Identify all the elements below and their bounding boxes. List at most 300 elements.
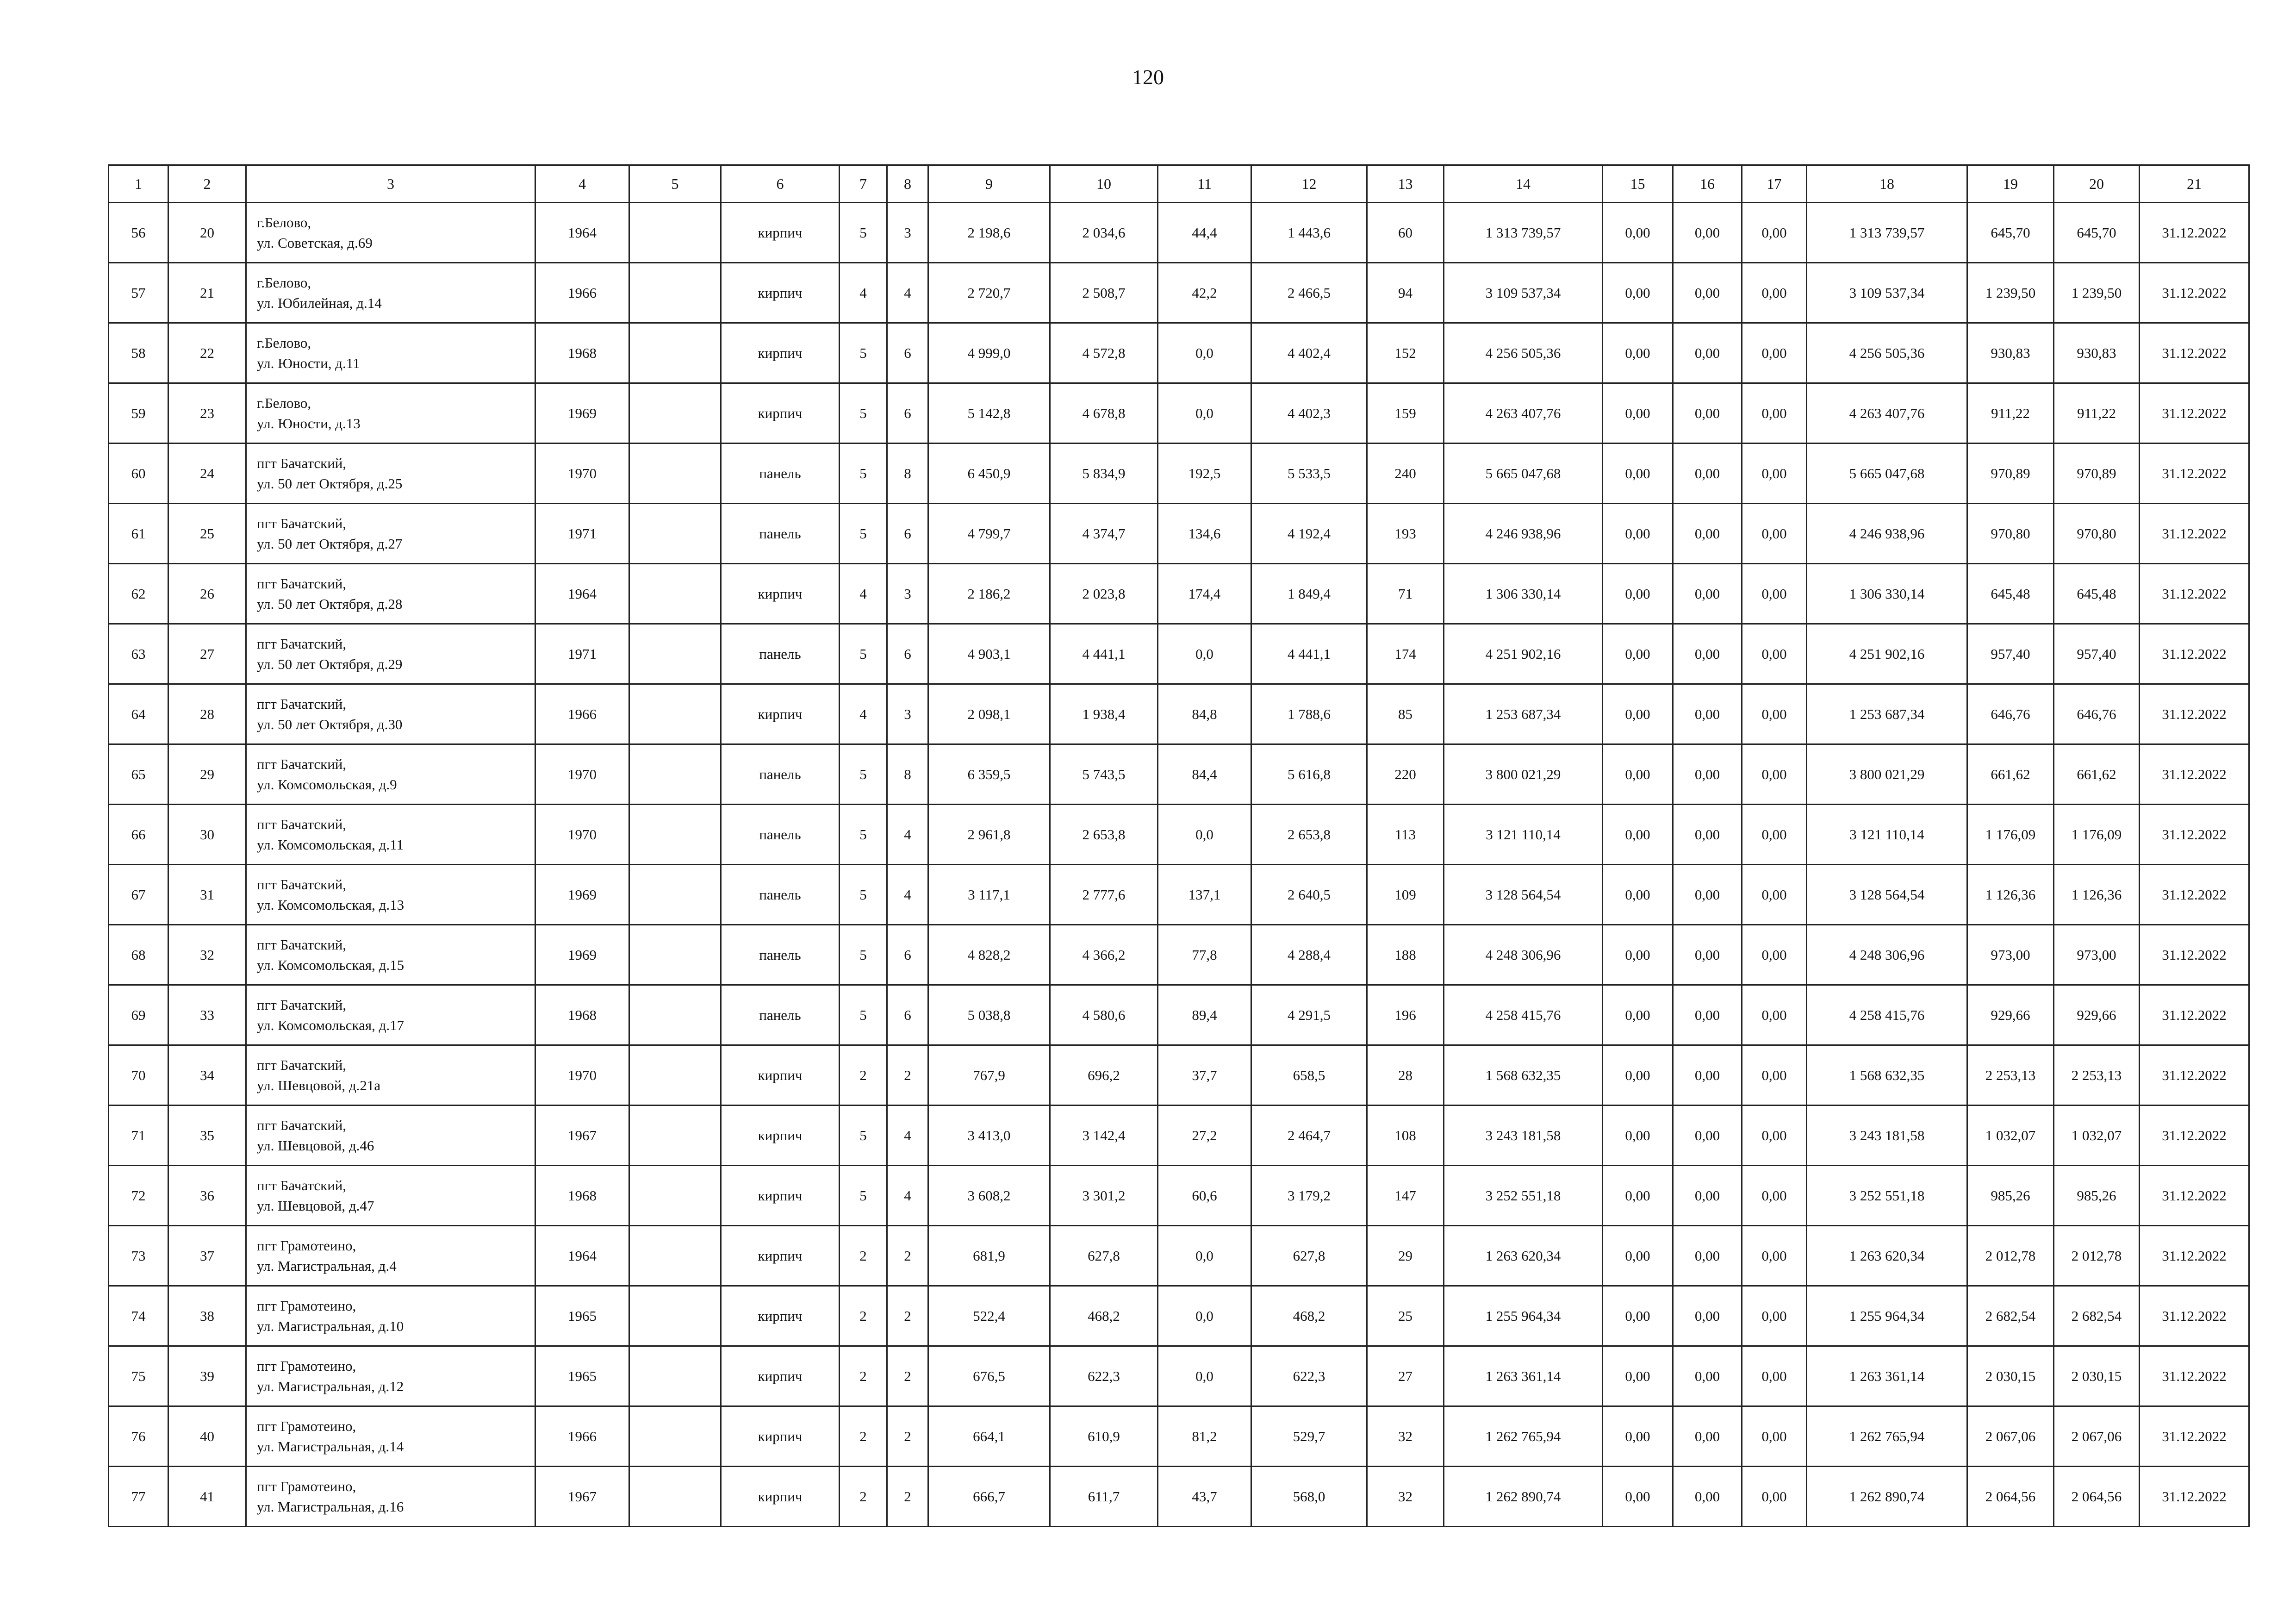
table-cell: 973,00 <box>1967 925 2054 985</box>
table-cell: панель <box>721 504 840 564</box>
table-cell: 3 121 110,14 <box>1807 805 1967 865</box>
table-cell: 0,00 <box>1673 1467 1742 1527</box>
table-cell: 60,6 <box>1158 1166 1251 1226</box>
table-cell: 2 012,78 <box>1967 1226 2054 1286</box>
table-cell: 4 <box>887 263 928 323</box>
table-cell: 31.12.2022 <box>2140 323 2249 383</box>
table-cell: 1 239,50 <box>1967 263 2054 323</box>
table-cell: 1 032,07 <box>1967 1106 2054 1166</box>
table-cell: 66 <box>109 805 168 865</box>
table-cell: 5 <box>840 1106 887 1166</box>
table-cell: кирпич <box>721 1286 840 1346</box>
table-cell: 0,00 <box>1742 684 1807 744</box>
column-header: 5 <box>629 165 721 203</box>
table-cell: 0,00 <box>1742 323 1807 383</box>
table-cell <box>629 1346 721 1406</box>
table-cell: 23 <box>168 383 246 443</box>
table-cell: 0,0 <box>1158 383 1251 443</box>
table-cell: 0,00 <box>1742 624 1807 684</box>
table-cell: 1 255 964,34 <box>1807 1286 1967 1346</box>
table-cell: панель <box>721 624 840 684</box>
table-cell: 108 <box>1367 1106 1444 1166</box>
table-cell: 94 <box>1367 263 1444 323</box>
table-cell: 4 <box>887 1166 928 1226</box>
table-cell: 1965 <box>535 1286 629 1346</box>
table-cell: 1 306 330,14 <box>1807 564 1967 624</box>
table-cell: 4 366,2 <box>1050 925 1158 985</box>
table-cell: 1968 <box>535 1166 629 1226</box>
table-row <box>109 443 2249 504</box>
address-street: ул. Шевцовой, д.21а <box>257 1077 381 1093</box>
table-cell: 4 256 505,36 <box>1807 323 1967 383</box>
column-header: 19 <box>1967 165 2054 203</box>
table-cell: 4 251 902,16 <box>1807 624 1967 684</box>
table-cell: 957,40 <box>2054 624 2140 684</box>
table-cell: 2 777,6 <box>1050 865 1158 925</box>
table-cell: 911,22 <box>1967 383 2054 443</box>
address-locality: г.Белово, <box>257 214 311 231</box>
table-cell: 0,00 <box>1603 263 1673 323</box>
table-cell: панель <box>721 744 840 805</box>
table-row <box>109 805 2249 865</box>
address-street: ул. Комсомольская, д.9 <box>257 776 397 793</box>
table-cell: 4 828,2 <box>928 925 1050 985</box>
table-cell: 64 <box>109 684 168 744</box>
table-cell: 622,3 <box>1251 1346 1367 1406</box>
table-cell: 3 800 021,29 <box>1444 744 1603 805</box>
address-street: ул. 50 лет Октября, д.30 <box>257 716 403 732</box>
table-cell: 0,00 <box>1673 1406 1742 1467</box>
table-cell: 69 <box>109 985 168 1045</box>
table-cell: 1969 <box>535 925 629 985</box>
column-header: 20 <box>2054 165 2140 203</box>
table-cell: 0,00 <box>1603 1286 1673 1346</box>
table-cell: 28 <box>1367 1045 1444 1106</box>
table-cell: 60 <box>109 443 168 504</box>
table-cell: 0,00 <box>1742 203 1807 263</box>
table-cell: 627,8 <box>1050 1226 1158 1286</box>
table-cell: 1971 <box>535 624 629 684</box>
table-cell: кирпич <box>721 564 840 624</box>
table-cell: 85 <box>1367 684 1444 744</box>
address-cell <box>246 1467 535 1527</box>
address-locality: пгт Бачатский, <box>257 936 347 953</box>
table-cell: 72 <box>109 1166 168 1226</box>
table-cell: 25 <box>168 504 246 564</box>
table-cell: 240 <box>1367 443 1444 504</box>
table-cell: 0,00 <box>1603 323 1673 383</box>
column-header: 13 <box>1367 165 1444 203</box>
table-cell: 970,80 <box>2054 504 2140 564</box>
table-row <box>109 1166 2249 1226</box>
table-cell: 0,00 <box>1603 203 1673 263</box>
table-cell: 81,2 <box>1158 1406 1251 1467</box>
table-cell: 0,00 <box>1742 263 1807 323</box>
address-locality: пгт Бачатский, <box>257 876 347 893</box>
address-street: ул. Комсомольская, д.13 <box>257 896 404 913</box>
table-cell: 2 <box>840 1226 887 1286</box>
table-cell: 4 374,7 <box>1050 504 1158 564</box>
address-locality: пгт Грамотеино, <box>257 1357 356 1374</box>
address-cell <box>246 203 535 263</box>
column-header: 14 <box>1444 165 1603 203</box>
table-cell: 611,7 <box>1050 1467 1158 1527</box>
table-row <box>109 1106 2249 1166</box>
table-cell <box>629 1406 721 1467</box>
table-cell <box>629 744 721 805</box>
table-cell: 1 938,4 <box>1050 684 1158 744</box>
address-cell <box>246 865 535 925</box>
table-cell: 32 <box>168 925 246 985</box>
table-cell: 2 508,7 <box>1050 263 1158 323</box>
table-cell: панель <box>721 805 840 865</box>
table-cell <box>629 624 721 684</box>
table-cell: 113 <box>1367 805 1444 865</box>
table-row <box>109 1406 2249 1467</box>
column-header: 3 <box>246 165 535 203</box>
table-cell: 31.12.2022 <box>2140 504 2249 564</box>
table-cell: 5 <box>840 323 887 383</box>
table-row <box>109 1286 2249 1346</box>
table-cell: 2 034,6 <box>1050 203 1158 263</box>
table-cell: 2 067,06 <box>1967 1406 2054 1467</box>
table-cell: кирпич <box>721 684 840 744</box>
table-row <box>109 985 2249 1045</box>
address-cell <box>246 1346 535 1406</box>
table-cell: 1966 <box>535 263 629 323</box>
table-cell: 31.12.2022 <box>2140 805 2249 865</box>
address-street: ул. Магистральная, д.12 <box>257 1378 404 1394</box>
table-cell: 3 109 537,34 <box>1807 263 1967 323</box>
table-cell: 2 <box>840 1467 887 1527</box>
address-locality: пгт Бачатский, <box>257 816 347 832</box>
address-street: ул. Комсомольская, д.11 <box>257 836 404 853</box>
address-street: ул. Комсомольская, д.17 <box>257 1017 404 1033</box>
table-cell: 6 <box>887 624 928 684</box>
table-cell: 929,66 <box>1967 985 2054 1045</box>
table-cell: 911,22 <box>2054 383 2140 443</box>
table-cell <box>629 1226 721 1286</box>
table-cell: 3 128 564,54 <box>1807 865 1967 925</box>
table-cell: 5 <box>840 443 887 504</box>
table-cell: 1969 <box>535 383 629 443</box>
table-cell: 5 038,8 <box>928 985 1050 1045</box>
table-cell: 2 <box>887 1226 928 1286</box>
table-cell: 89,4 <box>1158 985 1251 1045</box>
table-cell: 134,6 <box>1158 504 1251 564</box>
table-cell: 31.12.2022 <box>2140 443 2249 504</box>
table-cell: 970,80 <box>1967 504 2054 564</box>
table-cell: 2 682,54 <box>1967 1286 2054 1346</box>
table-cell: 1 263 620,34 <box>1444 1226 1603 1286</box>
table-cell: 0,00 <box>1603 1166 1673 1226</box>
table-cell: 3 <box>887 203 928 263</box>
table-cell <box>629 564 721 624</box>
table-cell: 4 <box>840 684 887 744</box>
address-cell <box>246 504 535 564</box>
table-cell: 0,00 <box>1603 865 1673 925</box>
table-cell: 22 <box>168 323 246 383</box>
table-cell: 0,00 <box>1673 1166 1742 1226</box>
table-cell: 0,00 <box>1742 985 1807 1045</box>
table-cell: 31.12.2022 <box>2140 203 2249 263</box>
table-cell: 0,00 <box>1742 564 1807 624</box>
table-cell: 5 743,5 <box>1050 744 1158 805</box>
table-cell: 767,9 <box>928 1045 1050 1106</box>
table-cell: 0,00 <box>1673 564 1742 624</box>
address-cell <box>246 1045 535 1106</box>
table-cell: 1 255 964,34 <box>1444 1286 1603 1346</box>
table-cell: 0,00 <box>1742 1346 1807 1406</box>
table-cell: 0,0 <box>1158 805 1251 865</box>
table-cell: 957,40 <box>1967 624 2054 684</box>
table-cell: 28 <box>168 684 246 744</box>
table-cell: 0,00 <box>1603 624 1673 684</box>
address-cell <box>246 805 535 865</box>
table-cell: 930,83 <box>2054 323 2140 383</box>
table-cell: 4 263 407,76 <box>1807 383 1967 443</box>
table-cell: 25 <box>1367 1286 1444 1346</box>
table-cell: 109 <box>1367 865 1444 925</box>
housing-table <box>108 164 2250 1527</box>
address-locality: г.Белово, <box>257 394 311 411</box>
address-locality: пгт Грамотеино, <box>257 1237 356 1254</box>
table-cell: 31.12.2022 <box>2140 925 2249 985</box>
table-row <box>109 1226 2249 1286</box>
table-cell: 5 <box>840 624 887 684</box>
table-cell: 34 <box>168 1045 246 1106</box>
table-cell: 4 402,4 <box>1251 323 1367 383</box>
table-cell <box>629 323 721 383</box>
address-street: ул. Магистральная, д.16 <box>257 1498 404 1515</box>
table-cell: 33 <box>168 985 246 1045</box>
table-cell: 661,62 <box>2054 744 2140 805</box>
address-locality: пгт Грамотеино, <box>257 1418 356 1434</box>
table-cell: 68 <box>109 925 168 985</box>
address-cell <box>246 263 535 323</box>
address-locality: пгт Бачатский, <box>257 996 347 1013</box>
table-cell: 5 616,8 <box>1251 744 1367 805</box>
table-cell <box>629 383 721 443</box>
table-cell: 56 <box>109 203 168 263</box>
table-cell: 645,70 <box>1967 203 2054 263</box>
table-cell: 0,00 <box>1742 1166 1807 1226</box>
table-cell: 2 012,78 <box>2054 1226 2140 1286</box>
table-cell: 661,62 <box>1967 744 2054 805</box>
table-cell: 4 258 415,76 <box>1807 985 1967 1045</box>
table-cell: 0,00 <box>1742 805 1807 865</box>
table-cell: 1965 <box>535 1346 629 1406</box>
table-cell: 1 262 890,74 <box>1444 1467 1603 1527</box>
table-cell: 31.12.2022 <box>2140 985 2249 1045</box>
table-cell: 2 030,15 <box>2054 1346 2140 1406</box>
table-cell: 4 246 938,96 <box>1807 504 1967 564</box>
table-cell: 658,5 <box>1251 1045 1367 1106</box>
table-row <box>109 323 2249 383</box>
table-cell: 0,00 <box>1603 564 1673 624</box>
table-row <box>109 1045 2249 1106</box>
table-cell: 0,00 <box>1603 744 1673 805</box>
table-cell: 2 <box>840 1286 887 1346</box>
table-row <box>109 744 2249 805</box>
table-cell: 40 <box>168 1406 246 1467</box>
table-cell: 0,00 <box>1742 383 1807 443</box>
table-cell: 0,00 <box>1742 1286 1807 1346</box>
table-cell: 63 <box>109 624 168 684</box>
table-cell: 0,00 <box>1673 805 1742 865</box>
table-cell: 4 441,1 <box>1050 624 1158 684</box>
table-cell: 71 <box>109 1106 168 1166</box>
table-cell: 24 <box>168 443 246 504</box>
address-cell <box>246 985 535 1045</box>
address-street: ул. 50 лет Октября, д.27 <box>257 535 403 552</box>
table-cell: 0,0 <box>1158 1226 1251 1286</box>
table-cell: 5 665 047,68 <box>1444 443 1603 504</box>
table-cell: 1 263 620,34 <box>1807 1226 1967 1286</box>
table-cell: 4 <box>887 1106 928 1166</box>
column-header: 8 <box>887 165 928 203</box>
table-cell: кирпич <box>721 263 840 323</box>
table-cell: 973,00 <box>2054 925 2140 985</box>
table-cell: 0,00 <box>1603 1406 1673 1467</box>
table-row <box>109 1346 2249 1406</box>
table-cell: 2 <box>887 1045 928 1106</box>
table-cell: 4 192,4 <box>1251 504 1367 564</box>
table-cell: 0,00 <box>1673 323 1742 383</box>
table-cell: 2 <box>840 1406 887 1467</box>
table-cell: 38 <box>168 1286 246 1346</box>
table-cell: 174 <box>1367 624 1444 684</box>
table-cell: 70 <box>109 1045 168 1106</box>
column-header: 1 <box>109 165 168 203</box>
table-row <box>109 684 2249 744</box>
address-cell <box>246 443 535 504</box>
address-cell <box>246 323 535 383</box>
table-cell: 65 <box>109 744 168 805</box>
table-cell: 27,2 <box>1158 1106 1251 1166</box>
table-cell: 1 253 687,34 <box>1807 684 1967 744</box>
table-cell: 5 <box>840 744 887 805</box>
table-cell: 59 <box>109 383 168 443</box>
table-cell: панель <box>721 925 840 985</box>
table-cell: 4 256 505,36 <box>1444 323 1603 383</box>
table-cell: кирпич <box>721 383 840 443</box>
address-locality: пгт Бачатский, <box>257 515 347 531</box>
table-cell: 32 <box>1367 1467 1444 1527</box>
table-cell: 76 <box>109 1406 168 1467</box>
table-cell: 0,00 <box>1673 1045 1742 1106</box>
column-header: 21 <box>2140 165 2249 203</box>
table-cell: 0,00 <box>1673 744 1742 805</box>
table-cell: 1 176,09 <box>2054 805 2140 865</box>
table-cell: 2 <box>840 1045 887 1106</box>
table-cell: 529,7 <box>1251 1406 1367 1467</box>
table-cell: 6 <box>887 504 928 564</box>
table-cell: 645,48 <box>2054 564 2140 624</box>
table-cell: 6 450,9 <box>928 443 1050 504</box>
table-cell: 627,8 <box>1251 1226 1367 1286</box>
table-cell: 5 142,8 <box>928 383 1050 443</box>
table-cell: 75 <box>109 1346 168 1406</box>
table-cell: 4 678,8 <box>1050 383 1158 443</box>
table-cell: 3 301,2 <box>1050 1166 1158 1226</box>
table-cell: 1966 <box>535 1406 629 1467</box>
table-cell: 5 533,5 <box>1251 443 1367 504</box>
table-cell: 84,8 <box>1158 684 1251 744</box>
table-cell: 1968 <box>535 985 629 1045</box>
table-cell: кирпич <box>721 1166 840 1226</box>
table-cell: 29 <box>168 744 246 805</box>
table-cell <box>629 684 721 744</box>
table-cell: 27 <box>168 624 246 684</box>
table-cell: 0,00 <box>1603 805 1673 865</box>
table-cell: 31 <box>168 865 246 925</box>
address-street: ул. Юности, д.13 <box>257 415 361 431</box>
table-cell: 1 443,6 <box>1251 203 1367 263</box>
address-locality: пгт Грамотеино, <box>257 1478 356 1494</box>
table-cell: 84,4 <box>1158 744 1251 805</box>
table-cell <box>629 805 721 865</box>
table-cell: 159 <box>1367 383 1444 443</box>
table-cell: 930,83 <box>1967 323 2054 383</box>
table-cell: 1 313 739,57 <box>1444 203 1603 263</box>
table-cell: 0,0 <box>1158 624 1251 684</box>
table-cell: 3 252 551,18 <box>1444 1166 1603 1226</box>
address-street: ул. Юбилейная, д.14 <box>257 294 382 311</box>
address-street: ул. Шевцовой, д.46 <box>257 1137 374 1154</box>
address-street: ул. Магистральная, д.10 <box>257 1318 404 1334</box>
address-street: ул. 50 лет Октября, д.28 <box>257 595 403 612</box>
table-cell: 4 291,5 <box>1251 985 1367 1045</box>
table-cell: 1 313 739,57 <box>1807 203 1967 263</box>
table-cell: 2 466,5 <box>1251 263 1367 323</box>
column-header: 18 <box>1807 165 1967 203</box>
table-cell: 676,5 <box>928 1346 1050 1406</box>
table-cell <box>629 1045 721 1106</box>
table-cell: 5 <box>840 805 887 865</box>
table-cell: 0,00 <box>1742 1226 1807 1286</box>
table-cell: 0,00 <box>1742 744 1807 805</box>
address-cell <box>246 925 535 985</box>
table-cell: 1 568 632,35 <box>1807 1045 1967 1106</box>
table-cell: 4 799,7 <box>928 504 1050 564</box>
table-cell: 3 252 551,18 <box>1807 1166 1967 1226</box>
table-cell: 0,00 <box>1673 203 1742 263</box>
address-cell <box>246 1166 535 1226</box>
table-cell: 31.12.2022 <box>2140 1166 2249 1226</box>
address-street: ул. Шевцовой, д.47 <box>257 1197 374 1214</box>
table-cell: 696,2 <box>1050 1045 1158 1106</box>
table-cell: 1 032,07 <box>2054 1106 2140 1166</box>
address-locality: пгт Бачатский, <box>257 575 347 592</box>
table-cell: 193 <box>1367 504 1444 564</box>
table-cell: 1964 <box>535 203 629 263</box>
address-locality: г.Белово, <box>257 274 311 291</box>
address-locality: пгт Бачатский, <box>257 1177 347 1193</box>
table-cell: 1 126,36 <box>1967 865 2054 925</box>
table-cell: 2 030,15 <box>1967 1346 2054 1406</box>
table-cell: 3 109 537,34 <box>1444 263 1603 323</box>
column-header: 15 <box>1603 165 1673 203</box>
address-cell <box>246 1106 535 1166</box>
table-cell: 6 359,5 <box>928 744 1050 805</box>
table-cell: 2 <box>887 1467 928 1527</box>
table-cell <box>629 504 721 564</box>
address-street: ул. Магистральная, д.14 <box>257 1438 404 1455</box>
table-cell: 0,00 <box>1603 504 1673 564</box>
table-cell: 4 999,0 <box>928 323 1050 383</box>
address-street: ул. 50 лет Октября, д.29 <box>257 656 403 672</box>
